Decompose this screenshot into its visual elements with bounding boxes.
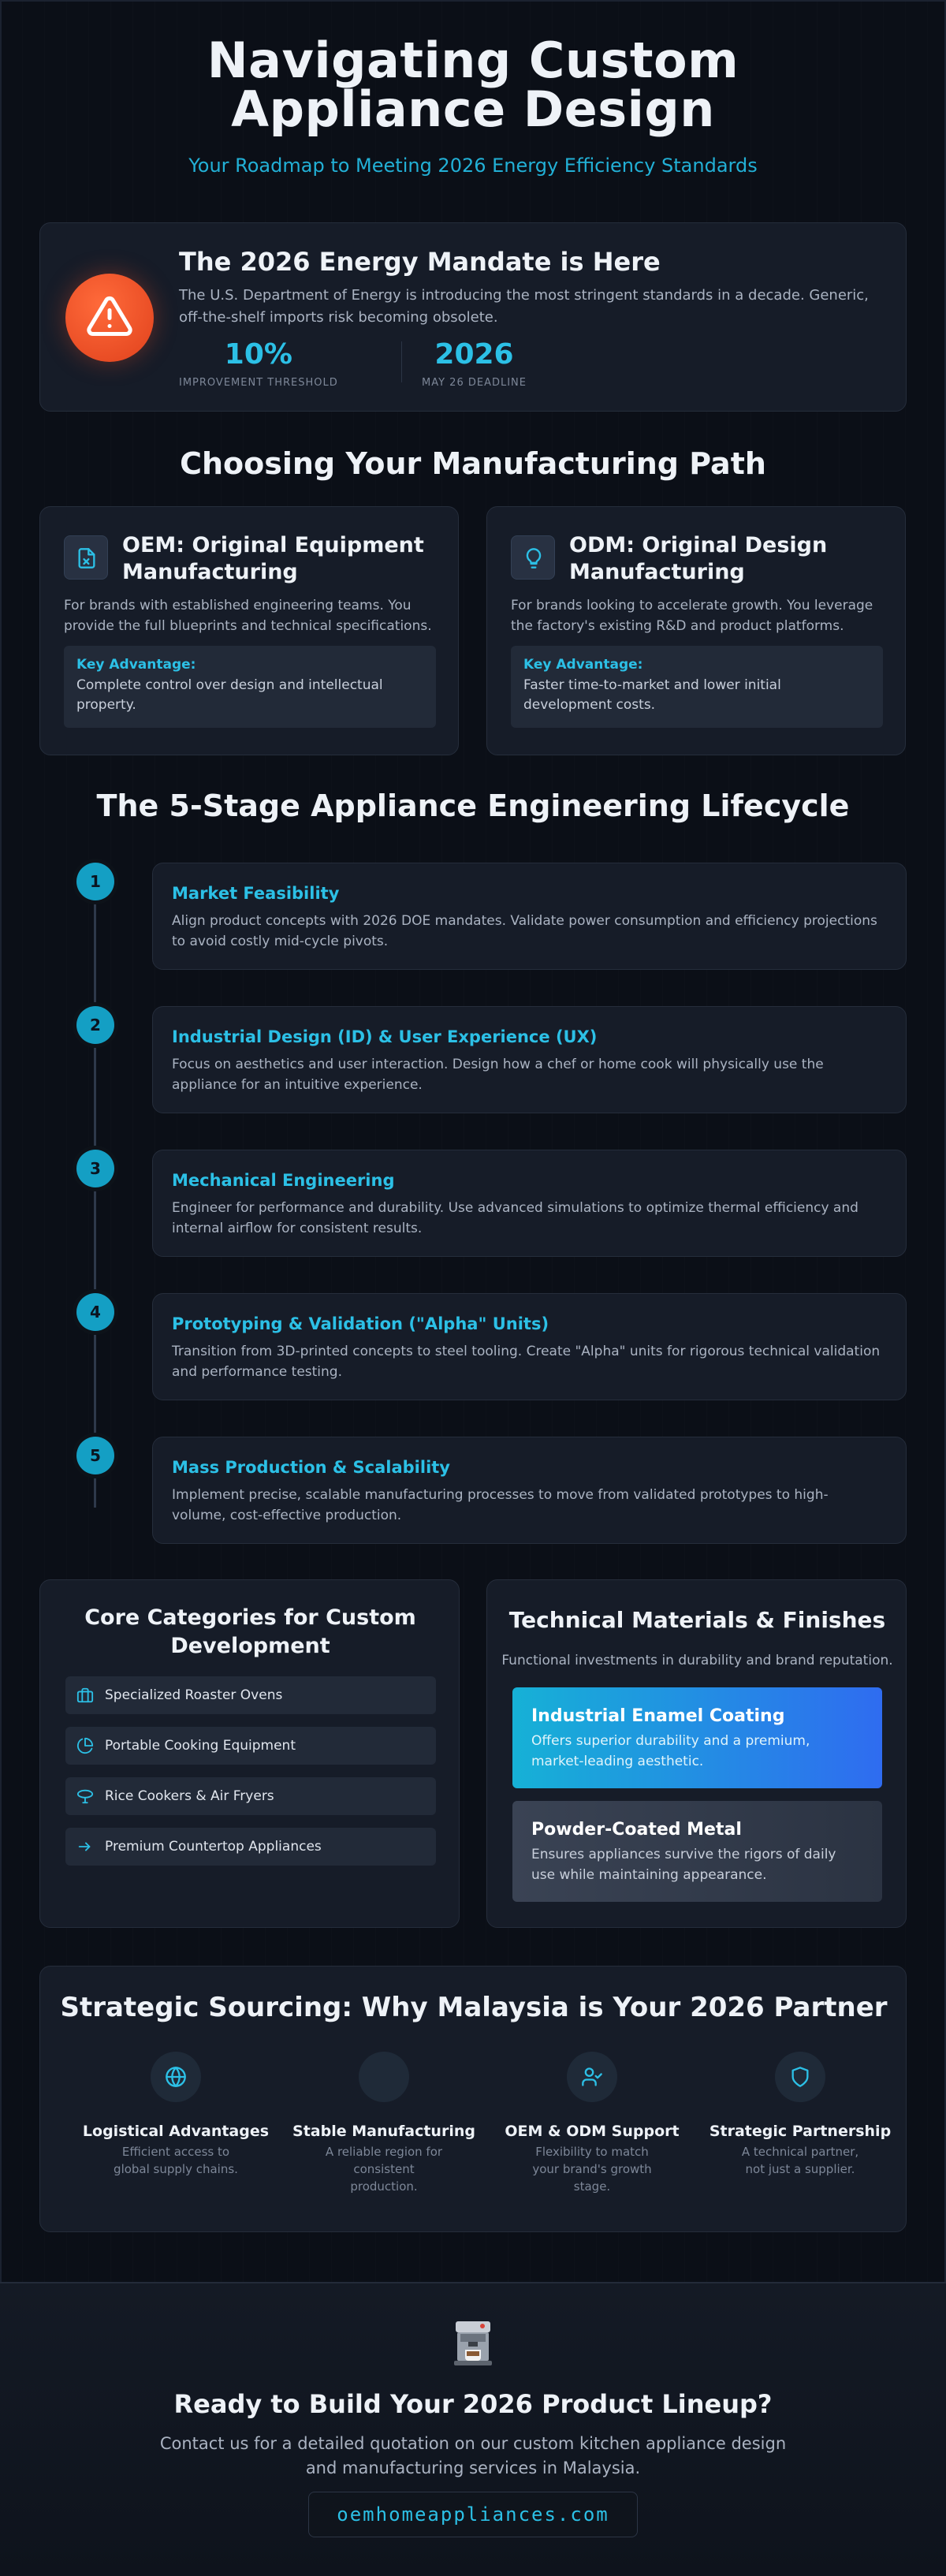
stat-value: 10% xyxy=(224,338,292,371)
stat-deadline xyxy=(422,338,527,389)
odm-card xyxy=(486,506,906,755)
stage-card xyxy=(152,1150,907,1257)
material-text: Offers superior durability and a premium, market-leading aesthetic. xyxy=(531,1733,810,1769)
stage-title: Mass Production & Scalability xyxy=(172,1458,451,1477)
stage-text: Implement precise, scalable manufacturing processes to move from validated prototypes to high-volume, cost-effective production. xyxy=(172,1487,829,1523)
website-link[interactable]: oemhomeappliances.com xyxy=(308,2492,638,2537)
document-icon xyxy=(64,535,108,580)
materials-card xyxy=(486,1579,907,1928)
lightbulb-icon xyxy=(511,535,555,580)
pillar-text: A reliable region for consistent production. xyxy=(325,2145,443,2194)
oem-title: OEM: Original Equipment Manufacturing xyxy=(122,533,424,584)
stage-title: Prototyping & Validation ("Alpha" Units) xyxy=(172,1314,549,1333)
timeline-line xyxy=(94,883,96,1508)
stat-improvement xyxy=(179,338,338,389)
arrow-right-icon xyxy=(76,1838,94,1855)
material-title: Powder-Coated Metal xyxy=(531,1820,742,1840)
mandate-card xyxy=(39,222,907,412)
stat-label: IMPROVEMENT THRESHOLD xyxy=(179,377,338,389)
sourcing-card xyxy=(39,1966,907,2232)
stage-text: Align product concepts with 2026 DOE mandates. Validate power consumption and efficiency projections to avoid costly mid-cycle pivots. xyxy=(172,913,877,949)
odm-title: ODM: Original Design Manufacturing xyxy=(569,533,828,584)
material-title: Industrial Enamel Coating xyxy=(531,1706,785,1726)
materials-title: Technical Materials & Finishes xyxy=(508,1607,886,1633)
globe-icon xyxy=(151,2052,201,2102)
steam-icon xyxy=(76,1788,94,1805)
lifecycle-title: The 5-Stage Appliance Engineering Lifecycle xyxy=(96,788,850,823)
stat-label: MAY 26 DEADLINE xyxy=(422,377,527,389)
footer-title: Ready to Build Your 2026 Product Lineup? xyxy=(173,2389,773,2419)
pillar-title: Stable Manufacturing xyxy=(292,2123,475,2140)
stage-card xyxy=(152,1293,907,1400)
pillar-title: Strategic Partnership xyxy=(709,2123,892,2140)
stage-title: Industrial Design (ID) & User Experience (UX) xyxy=(172,1027,598,1046)
stage-card xyxy=(152,1006,907,1113)
category-label: Rice Cookers & Air Fryers xyxy=(105,1788,274,1804)
stage-title: Mechanical Engineering xyxy=(172,1171,395,1190)
pillar-logistics xyxy=(81,2052,270,2178)
hero-title: Navigating Custom Appliance Design xyxy=(207,32,739,138)
stage-number: 2 xyxy=(76,1006,114,1044)
odm-description: For brands looking to accelerate growth. You leverage the factory's existing R&D and product platforms. xyxy=(511,598,873,634)
user-check-icon xyxy=(567,2052,617,2102)
stage-card xyxy=(152,1437,907,1544)
paths-title: Choosing Your Manufacturing Path xyxy=(180,446,766,481)
blank-icon xyxy=(359,2052,409,2102)
stage-card xyxy=(152,863,907,970)
oem-advantage-box xyxy=(64,646,436,728)
pillar-manufacturing xyxy=(289,2052,479,2195)
pie-chart-icon xyxy=(76,1737,94,1754)
footer-cta xyxy=(0,2282,946,2576)
category-item xyxy=(65,1777,436,1815)
odm-advantage-box xyxy=(511,646,883,728)
stage-text: Engineer for performance and durability. Use advanced simulations to optimize thermal efficiency and internal airflow for consistent results. xyxy=(172,1200,858,1236)
categories-title: Core Categories for Custom Development xyxy=(84,1605,416,1658)
stat-divider xyxy=(401,341,402,382)
powder-coated-box xyxy=(512,1801,882,1902)
advantage-label: Key Advantage: xyxy=(523,657,643,673)
warning-triangle-icon xyxy=(65,274,154,362)
pillar-text: Efficient access to global supply chains. xyxy=(114,2145,238,2176)
hero-subtitle: Your Roadmap to Meeting 2026 Energy Efficiency Standards xyxy=(188,155,758,177)
advantage-text: Faster time-to-market and lower initial development costs. xyxy=(523,677,781,713)
stage-number: 4 xyxy=(76,1293,114,1331)
category-label: Premium Countertop Appliances xyxy=(105,1839,322,1855)
shield-icon xyxy=(775,2052,825,2102)
category-label: Specialized Roaster Ovens xyxy=(105,1687,283,1703)
material-text: Ensures appliances survive the rigors of daily use while maintaining appearance. xyxy=(531,1847,836,1883)
stage-text: Transition from 3D-printed concepts to steel tooling. Create "Alpha" units for rigorous technical validation and performance testing. xyxy=(172,1344,881,1380)
pillar-title: Logistical Advantages xyxy=(82,2123,270,2140)
mandate-text: The U.S. Department of Energy is introducing the most stringent standards in a decade. Generic, off-the-shelf imports risk becoming obsolete. xyxy=(179,287,869,326)
categories-card xyxy=(39,1579,460,1928)
stage-text: Focus on aesthetics and user interaction. Design how a chef or home cook will physically use the appliance for an intuitive experience. xyxy=(172,1057,824,1093)
stage-number: 5 xyxy=(76,1437,114,1474)
pillar-title: OEM & ODM Support xyxy=(505,2123,680,2140)
oven-icon xyxy=(76,1687,94,1704)
stat-value: 2026 xyxy=(434,338,514,371)
materials-subtitle: Functional investments in durability and brand reputation. xyxy=(501,1653,893,1668)
pillar-text: Flexibility to match your brand's growth stage. xyxy=(532,2145,652,2194)
advantage-text: Complete control over design and intellectual property. xyxy=(76,677,383,713)
stage-title: Market Feasibility xyxy=(172,884,340,903)
category-label: Portable Cooking Equipment xyxy=(105,1738,296,1754)
oem-card xyxy=(39,506,459,755)
stage-number: 3 xyxy=(76,1150,114,1187)
mandate-title: The 2026 Energy Mandate is Here xyxy=(179,247,661,277)
pillar-text: A technical partner, not just a supplier. xyxy=(741,2145,859,2176)
category-item xyxy=(65,1727,436,1765)
stage-number: 1 xyxy=(76,863,114,900)
pillar-support xyxy=(497,2052,687,2195)
category-item xyxy=(65,1828,436,1866)
category-item xyxy=(65,1676,436,1714)
footer-text: Contact us for a detailed quotation on our custom kitchen appliance design and manufacturing services in Malaysia. xyxy=(159,2434,787,2477)
espresso-machine-icon xyxy=(446,2317,500,2370)
enamel-coating-box xyxy=(512,1687,882,1788)
pillar-partnership xyxy=(706,2052,895,2178)
oem-description: For brands with established engineering teams. You provide the full blueprints and technical specifications. xyxy=(64,598,432,634)
advantage-label: Key Advantage: xyxy=(76,657,196,673)
sourcing-title: Strategic Sourcing: Why Malaysia is Your 2026 Partner xyxy=(60,1992,888,2023)
